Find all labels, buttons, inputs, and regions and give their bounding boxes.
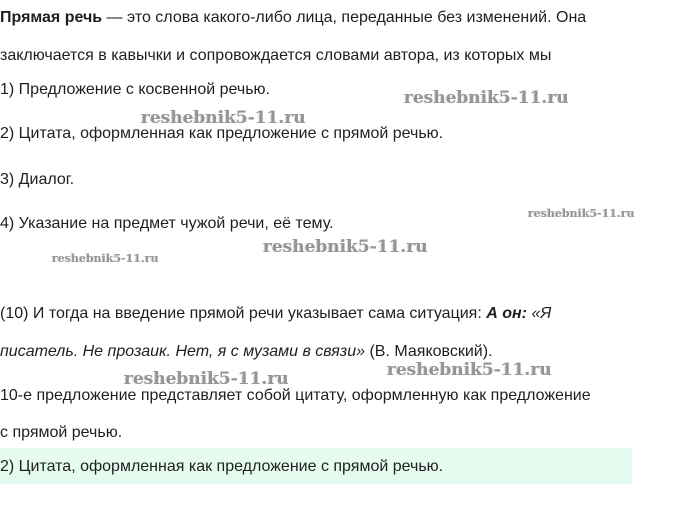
answer-text: 2) Цитата, оформленная как предложение с прямой речью. — [0, 458, 444, 475]
intro-line-1 — [0, 8, 586, 28]
example-bold: А он: — [486, 305, 527, 322]
example-line-1 — [0, 304, 551, 324]
explanation-line-2: с прямой речью. — [0, 424, 123, 441]
explanation-line-1: 10-е предложение представляет собой цитату, оформленную как предложение — [0, 387, 591, 404]
watermark: reshebnik5-11.ru — [263, 237, 428, 257]
example-italic-2: писатель. Не прозаик. Нет, я с музами в связи» — [0, 343, 366, 360]
term-bold: Прямая речь — [0, 9, 103, 26]
watermark: reshebnik5-11.ru — [387, 360, 552, 380]
option-4: 4) Указание на предмет чужой речи, её тему. — [0, 215, 334, 232]
example-line-2 — [0, 342, 492, 362]
watermark: reshebnik5-11.ru — [404, 88, 569, 108]
answer-box — [0, 448, 632, 484]
watermark: reshebnik5-11.ru — [124, 369, 289, 389]
intro-line-2: заключается в кавычки и сопровождается словами автора, из которых мы — [0, 47, 552, 64]
option-3: 3) Диалог. — [0, 171, 75, 188]
example-prefix: (10) И тогда на введение прямой речи указывает сама ситуация: — [0, 305, 487, 322]
watermark: reshebnik5-11.ru — [528, 207, 635, 220]
intro-line-1-rest: — это слова какого-либо лица, переданные без изменений. Она — [102, 9, 587, 26]
example-italic-1: «Я — [527, 305, 552, 322]
option-1: 1) Предложение с косвенной речью. — [0, 81, 270, 98]
watermark: reshebnik5-11.ru — [141, 108, 306, 128]
option-2: 2) Цитата, оформленная как предложение с прямой речью. — [0, 125, 444, 142]
watermark: reshebnik5-11.ru — [52, 252, 159, 265]
example-suffix: (В. Маяковский). — [365, 343, 493, 360]
